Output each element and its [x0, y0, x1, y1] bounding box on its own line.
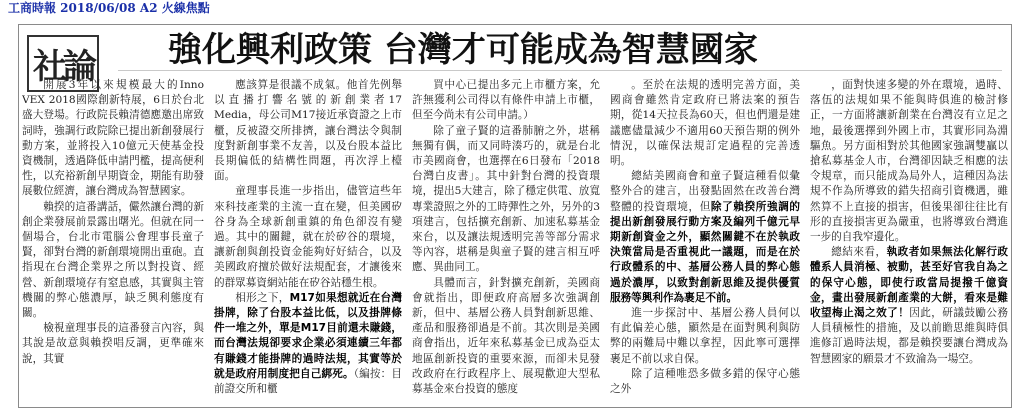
column-5	[810, 78, 1008, 404]
publication-header: 工商時報 2018/06/08 A2 火線焦點	[8, 1, 210, 15]
article-paragraph: 相形之下，M17如果想就近在台灣掛牌，除了台股本益比低，以及掛牌條件一堆之外，單是M17目前還未賺錢，而台灣法規卻要求企業必須連續三年都有賺錢才能掛牌的過時法規，其實等於就是政府用制度把自己綁死。（編按：目前證交所和櫃	[214, 291, 402, 396]
column-2	[214, 78, 402, 404]
article-paragraph: 總結美國商會和童子賢這種看似彙整外合的建言，出發點固然在改善台灣整體的投資環境，但除了賴揆所強調的提出新創發展行動方案及編列千億元早期新創資金之外，顯然關鍵不在於執政決策當局是否重視此一議題，而是在於行政體系的中、基層公務人員的弊心態過於濃厚，以致對創新思維及提供優質服務等興利作為裹足不前。	[610, 170, 800, 304]
column-1	[22, 78, 204, 404]
article-paragraph: 總結來看，執政者如果無法化解行政體系人員消極、被動，甚至好官我自為之的保守心態，即使行政當局提撥千億資金，畫出發展新創產業的大餅，看來是難收望梅止渴之效了！因此，研議鼓勵公務人員積極性的措施，及以前瞻思維與時俱進修訂過時法規，都是賴揆要讓台灣成為智慧國家的願景才不致淪為一場空。	[810, 246, 1008, 365]
highlighted-passage: 除了賴揆所強調的提出新創發展行動方案及編列千億元早期新創資金之外，顯然關鍵不在於執政決策當局是否重視此一議題，而是在於行政體系的中、基層公務人員的弊心態過於濃厚，以致對創新思維及提供優質服務等興利作為裹足不前。	[610, 200, 800, 304]
article-paragraph: 進一步探討中、基層公務人員何以有此偏差心態，顯然是在面對興利與防弊的兩難局中難以拿捏，因此寧可選擇裹足不前以求自保。	[610, 307, 800, 365]
article-paragraph: 除了童子賢的這番肺腑之外，堪稱無獨有偶，而又同時湊巧的，就是台北市美國商會，也選擇在6日發布「2018台灣白皮書」。其中針對台灣的投資環境，提出5大建言，除了穩定供電、放寬專業證照之外的工時彈性之外，另外的3項建言，包括擴充創新、加速私募基金來台，以及讓法規透明完善等部分需求等內容，堪稱是與童子賢的建言相互呼應、異曲同工。	[412, 124, 600, 274]
highlighted-passage: 執政者如果無法化解行政體系人員消極、被動，甚至好官我自為之的保守心態，即使行政當局提撥千億資金，畫出發展新創產業的大餅，看來是難收望梅止渴之效了！	[810, 246, 1008, 320]
article-paragraph: 童理事長進一步指出，儘管這些年來科技產業的主流一直在變，但美國矽谷身為全球新創重鎮的角色卻沒有變過。其中的關鍵，就在於矽谷的環境，讓新創與創投資金能夠好好結合，以及美國政府擅於做好法規配套，才讓後來的群眾募資網站能在矽谷站穩生根。	[214, 185, 402, 289]
article-paragraph: 檢視童理事長的這番發言內容，與其說是故意與賴揆唱反調，更準確來說，其實	[22, 322, 204, 365]
article-paragraph: 開展3年以來規模最大的Inno VEX 2018國際創新特展，6日於台北盛大登場。行政院長賴清德應邀出席致詞時，強調行政院除已提出新創發展行動方案，並將投入10億元天使基金投資機制，透過降低申請門檻，提高便利性，以充裕新創早期資金，期能有助發展數位經濟，讓台灣成為智慧國家。	[22, 79, 204, 198]
article-paragraph: ，面對快速多變的外在環境，過時、落伍的法規如果不能與時俱進的檢討修正，一方面將讓新創業在台灣沒有立足之地，最後選擇到外國上市，其實形同為淵驅魚。另方面相對於其他國家強調雙贏以搶私募基金人市，台灣卻因缺乏相應的法令規章，而只能成為局外人，這種因為法規不作為所導致的錯失招商引資機遇，雖然算不上直接的損害，但後果卻往往比有形的直接損害更為嚴重，也將導致台灣進一步的自我窄邊化。	[810, 79, 1008, 244]
article-paragraph: 賴揆的這番講話，儼然讓台灣的新創企業發展前景露出曙光。但就在同一個場合，台北市電腦公會理事長童子賢，卻對台灣的新創環境開出重砲。直指現在台灣企業界之所以對投資、經營、新創環境存有窒息感，其實與主管機關的弊心態濃厚，缺乏興利態度有關。	[22, 200, 204, 320]
column-3	[412, 78, 600, 404]
highlighted-passage: M17如果想就近在台灣掛牌，除了台股本益比低，以及掛牌條件一堆之外，單是M17目前還未賺錢，而台灣法規卻要求企業必須連續三年都有賺錢才能掛牌的過時法規，其實等於就是政府用制度把自己綁死。	[214, 291, 402, 380]
article-paragraph: 。至於在法規的透明完善方面，美國商會雖然肯定政府已將法案的預告期，從14天拉長為60天，但也們還是建議應儘量減少不適用60天預告期的例外情況，以確保法規訂定過程的完善透明。	[610, 79, 800, 168]
article-paragraph: 買中心已提出多元上市櫃方案，允許無獲利公司得以有條件申請上市櫃，但至今尚未有公司申請。）	[412, 79, 600, 122]
article-paragraph: 除了這種唯恐多做多錯的保守心態之外	[610, 367, 800, 396]
headline: 強化興利政策 台灣才可能成為智慧國家	[168, 30, 758, 70]
column-stamp-text: 社論	[27, 35, 99, 92]
article-paragraph: 具體而言，針對擴充創新，美國商會就指出，即便政府高層多次強調創新，但中、基層公務人員對創新思維、產品和服務卻過是不前。其次則是美國商會指出，近年來私募基金已成為亞太地區創新投資的重要來源，而卻未見發改政府在行政程序上、展現歡迎大型私募基金來台投資的態度	[412, 276, 600, 396]
article-paragraph: 應該算是很議不成氣。他首先例舉以直播打響名號的新創業者17 Media，母公司M17接近承資證之上市櫃，反被證交所排擠，讓台灣法令與制度對新創事業不友善，以及台股本益比長期偏低的結構性問題，再次浮上檯面。	[214, 79, 402, 183]
column-4	[610, 78, 800, 404]
